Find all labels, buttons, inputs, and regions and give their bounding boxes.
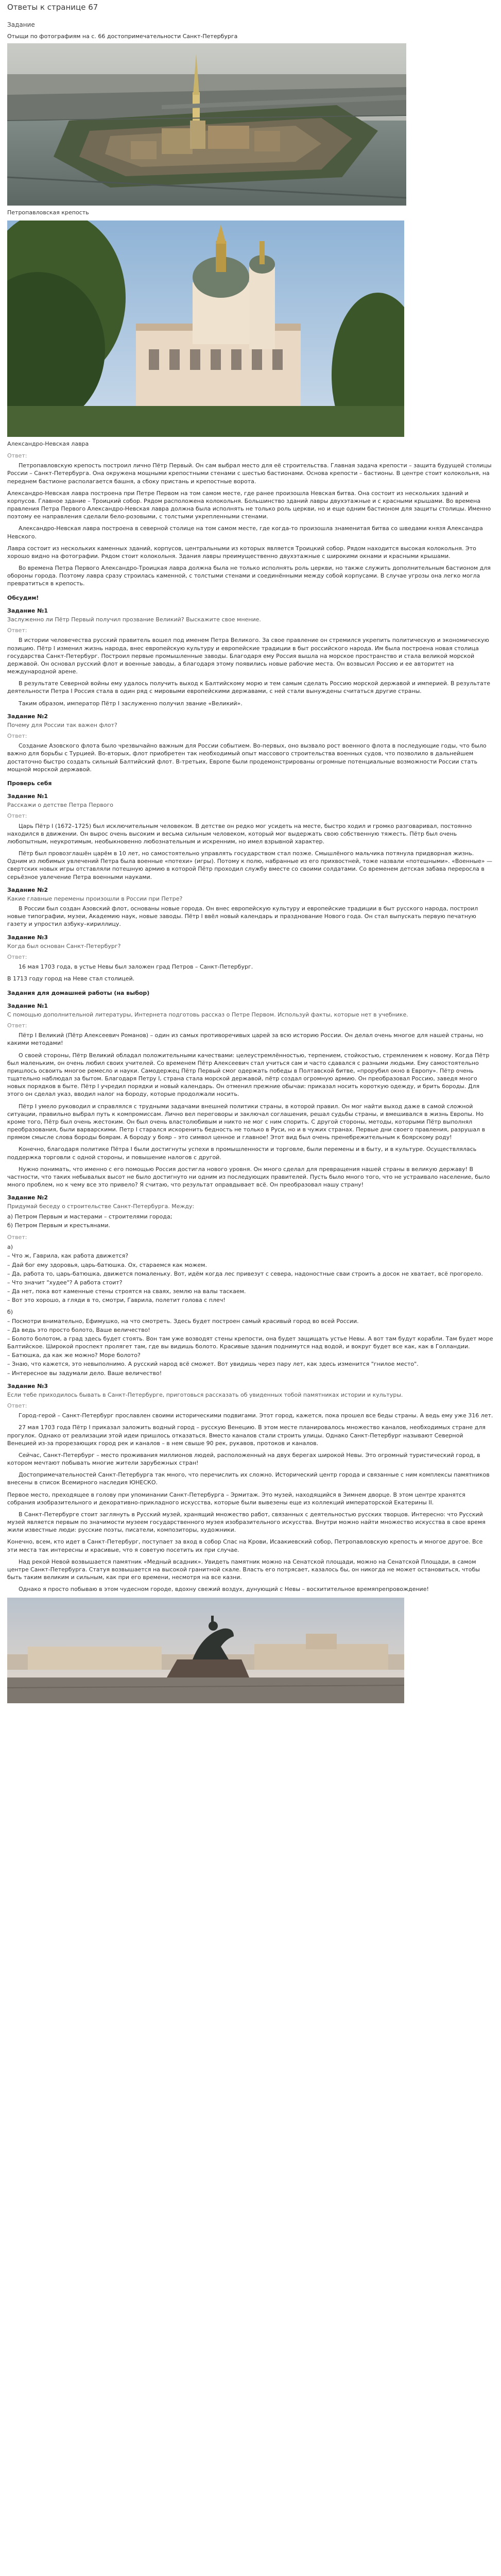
task-question: С помощью дополнительной литературы, Интернета подготовь рассказ о Петре Первом. Используй факты, которые нет в учебнике.: [7, 1011, 408, 1018]
bronze-horseman-photo: [7, 1598, 404, 1703]
task-label: Задание №2: [7, 886, 48, 893]
task-question: Расскажи о детстве Петра Первого: [7, 802, 114, 809]
task-question: Почему для России так важен флот?: [7, 721, 117, 728]
dialog-b: [7, 1308, 494, 1377]
answer-label: Ответ:: [7, 627, 27, 634]
homework-heading: Задания для домашней работы (на выбор): [7, 989, 150, 996]
answer-paragraph: Александро-Невская лавра построена при Петре Первом на том самом месте, где ранее произошла Невская битва. Она состоит из нескольких зданий и корпусов. Главное здание – Троицкий собор. Рядом расположена колокольня. Большинство зданий лавры двухэтажные и с красными крышами. Во времена правления Петра Первого Александро-Невская лавра должна была исполнять не только роль церкви, но и еще одним бастионом для защиты столицы. Именно поэтому ее направления сделали бело-розовыми, с толстыми укрепленными стенами.: [7, 489, 491, 520]
answer-paragraph: Александро-Невская лавра построена в северной столице на том самом месте, где когда-то произошла знаменитая битва со шведами князя Александра Невского.: [7, 525, 483, 540]
photo-caption-lavra: Александро-Невская лавра: [7, 440, 89, 447]
answer-paragraph: Над рекой Невой возвышается памятник «Медный всадник». Увидеть памятник можно на Сенатской площади, можно на Сенатской Площади, в самом центре Санкт-Петербурга. Статуя возвышается на высокой гранитной скале. Власть его потрясает, казалось бы, он никогда не может остановиться, чтобы быть таким великим и сильным, как при его времени, несмотря на все казни.: [7, 1558, 480, 1581]
dialog-line: – Да нет, пока вот каменные стены строятся на сваях, землю на валы таскаем.: [7, 1288, 246, 1295]
dialog-line: – Дай бог ему здоровья, царь-батюшка. Ох, стараемся как можем.: [7, 1261, 207, 1268]
task-question: Придумай беседу о строительстве Санкт-Петербурга. Между:: [7, 1203, 195, 1210]
answer-paragraph: Однако я просто побываю в этом чудесном городе, вдохну свежий воздух, дунующий с Невы – восхитительное времяпрепровождение!: [19, 1586, 429, 1593]
answer-paragraph: В результате Северной войны ему удалось получить выход к Балтийскому морю и тем самым сделать Россию морской державой и империей. В результате деятельности Петра I Россия стала в один ряд с мировыми европейскими державами, с ней стали вынуждены считаться другие страны.: [7, 680, 491, 695]
answer-label: Ответ:: [7, 1402, 27, 1410]
task-question: Если тебе приходилось бывать в Санкт-Петербурге, приготовься рассказать об увиденных тобой памятниках истории и культуры.: [7, 1391, 403, 1398]
list-item: б) Петром Первым и крестьянами.: [7, 1222, 110, 1229]
answer-paragraph: Сейчас, Санкт-Петербург – место проживания миллионов людей, расположенный на двух берегах широкой Невы. Это огромный туристический город, в котором мечтают побывать многие жители зарубежных стран!: [7, 1451, 480, 1467]
task-label: Задание №3: [7, 1382, 48, 1389]
dialog-line: – Батюшка, да как же можно? Море болото?: [7, 1352, 141, 1359]
answer-paragraph: В 1713 году город на Неве стал столицей.: [7, 975, 135, 982]
answer-paragraph: Петропавловскую крепость построил лично Пётр Первый. Он сам выбрал место для её строительства. Главная задача крепости – защита будущей столицы России – Санкт-Петербурга. Она окружена мощными крепостными стенами с шестью бастионами. Основа крепости – бастионы. В центре стоит колокольня, на переднем бастионе располагается башня, а сбоку пристань и крепостные ворота.: [7, 462, 492, 485]
dialog-line: – Посмотри внимательно, Ефимушко, на что смотреть. Здесь будет построен самый красивый город во всей России.: [7, 1317, 359, 1325]
answer-paragraph: Создание Азовского флота было чрезвычайно важным для России событием. Во-первых, оно вызвало рост военного флота в последующие годы, что было важно для борьбы с Турцией. Во-вторых, флот приобретен так необходимый опыт массового строительства военных судов, что позволило в дальнейшем достаточно быстро создать сильный Балтийский флот. В-третьих, Европе были продемонстрированы огромные потенциальные возможности России стать мощной морской державой.: [7, 742, 487, 773]
task-heading: Задание: [7, 21, 35, 28]
dialog-a: [7, 1243, 494, 1304]
dialog-line: – Что ж, Гаврила, как работа движется?: [7, 1252, 129, 1260]
task-label: Задание №3: [7, 934, 48, 941]
peter-paul-fortress-photo: [7, 43, 406, 206]
dialog-line: а): [7, 1244, 13, 1251]
answer-label: Ответ:: [7, 733, 27, 740]
task-question: Отыщи по фотографиям на с. 66 достопримечательности Санкт-Петербурга: [7, 32, 238, 40]
answer-label: Ответ:: [7, 452, 27, 460]
task-label: Задание №1: [7, 793, 48, 800]
answer-label: Ответ:: [7, 1233, 27, 1241]
dialog-line: – Что значит "худее"? А работа стоит?: [7, 1279, 123, 1286]
answer-paragraph: В России был создан Азовский флот, основаны новые города. Он внес европейскую культуру и европейские традиции в быт русского народа, построил новые типографии, музеи, Академию наук, новые заводы. Пётр I ввёл новый календарь и празднование Нового года. Он стал выпускать первую печатную газету и упростил азбуку–кириллицу.: [7, 905, 478, 928]
task-label: Задание №2: [7, 1194, 48, 1201]
task-question: Какие главные перемены произошли в России при Петре?: [7, 895, 183, 902]
list-item: а) Петром Первым и мастерами – строителями города;: [7, 1213, 172, 1220]
answer-label: Ответ:: [7, 954, 27, 960]
answer-paragraph: Во времена Петра Первого Александро-Троицкая лавра должна была не только исполнять роль церкви, но также служить дополнительным бастионом для обороны города. Поэтому лавра сразу строилась каменной, с толстыми стенами и соединёнными между собой корпусами. В случае угрозы она легко могла превратиться в крепость.: [7, 565, 491, 587]
task-question: Когда был основан Санкт-Петербург?: [7, 942, 121, 950]
answer-paragraph: В Санкт-Петербурге стоит заглянуть в Русский музей, хранящий множество работ, связанных с деятельностью русских творцов. Интересно: что Русский музей является первым по значимости музеем государственного музея изобразительного искусства. Внутри можно найти множество искусства в свое время жили известные люди: русские поэты, писатели, композиторы, художники.: [7, 1511, 486, 1534]
task-question: Заслуженно ли Пётр Первый получил прозвание Великий? Выскажите свое мнение.: [7, 616, 261, 623]
answer-paragraph: Первое место, преходящее в голову при упоминании Санкт-Петербурга – Эрмитаж. Это музей, находящийся в Зимнем дворце. В этом центре хранятся собрания изобразительного и декоративно-прикладного искусства, которые были вывезены еще из коллекций императорской Екатерины II.: [7, 1491, 465, 1506]
answer-paragraph: Царь Пётр I (1672–1725) был исключительным человеком. В детстве он редко мог усидеть на месте, быстро ходил и громко разговаривал, постоянно находился в движении. Он вырос очень высоким и весьма сильным человеком, который мог выдержать свою собственную тяжесть. Пётр был очень любопытным, неукротимым, необыкновенно любознательным и искренним, но имел взрывной характер.: [7, 822, 472, 845]
task-options-list: [7, 1213, 494, 1229]
answer-paragraph: Пётр I Великий (Пётр Алексеевич Романов) – один из самых противоречивых царей за всю историю России. Он делал очень многое для нашей страны, но какими методами!: [7, 1032, 483, 1047]
answer-paragraph: Таким образом, император Пётр I заслуженно получил звание «Великий».: [19, 700, 243, 707]
task-label: Задание №1: [7, 1002, 48, 1009]
answer-paragraph: Достопримечательностей Санкт-Петербурга так много, что перечислить их сложно. Исторический центр города и связанные с ним комплексы памятников внесены в список Всемирного наследия ЮНЕСКО.: [7, 1471, 490, 1486]
answer-paragraph: Конечно, всем, кто идет в Санкт-Петербург, поступает за вход в собор Спас на Крови, Исаакиевский собор, Петропавловскую крепость и многое другое. Все эти места так интересны и красивые, что я советую посетить их при случае.: [7, 1538, 483, 1553]
answer-label: Ответ:: [7, 1022, 27, 1029]
dialog-line: – Болото болотом, а град здесь будет стоять. Вон там уже возводят стены крепости, она будет защищать устье Невы. А вот там будут корабли. Там будет море Балтийское. Широкой проспект пролягет там, где вы видишь болото. Красивые здания поднимутся над водой, и вокруг будет все как, как в Голландии.: [7, 1335, 493, 1350]
answer-paragraph: Лавра состоит из нескольких каменных зданий, корпусов, центральными из которых является Троицкий собор. Рядом находится высокая колокольня. Это хорошо видно на фотографии. Рядом стоит колокольня. Здания лавры преимущественно двухэтажные с широкими окнами и красными крышами.: [7, 545, 476, 560]
answer-paragraph: В истории человечества русский правитель вошел под именем Петра Великого. За свое правление он стремился укрепить политическую и экономическую позицию. Пётр I изменил жизнь народа, внес европейскую культуру и европейские традиции в быт российского народа. Им была построена новая столица государства Санкт-Петербург. Построил первые промышленные заводы. Благодаря ему Россия вышла на морское пространство и стала великой морской державой. Он основал русский флот и военные заводы, а благодаря этому появились новые рабочие места. Он возвысил Россию и ее авторитет на международной арене.: [7, 637, 489, 675]
dialog-line: – Да, работа то, царь-батюшка, движется помаленьку. Вот, идём когда лес привезут с севера, надоностные сваи строить а досок не хватает, всё прогорело.: [7, 1270, 483, 1277]
answer-paragraph: 16 мая 1703 года, в устье Невы был заложен град Петров – Санкт-Петербург.: [19, 963, 253, 971]
task-label: Задание №2: [7, 713, 48, 720]
dialog-line: – Вот это хорошо, а гляди в то, смотри, Гаврила, полетит голова с плеч!: [7, 1297, 226, 1304]
answer-paragraph: Пётр I умело руководил и справлялся с трудными задачами внешней политики страны, в которой правил. Он мог найти выход даже в самой сложной ситуации, правильно выбрал путь к компромиссам. Лично вел переговоры и заключал соглашения, решал судьбы страны, и вмешивался в жизнь Европы. Но кроме того, Пётр был очень жестоким. Он был очень властолюбивым и никто не мог с ним спорить. С другой стороны, методы, которыми Пётр выполнял преобразования, были варварскими. Петр I старался искоренить бедность не только в Руси, но и в чужих странах. Первые дни своего правления, разрушал в прямом смысле слова бороды боярам. А бороду у бояр – это символ ценное и главное! Этот вид был очень пренебрежительным к боярскому роду!: [7, 1103, 486, 1141]
answer-paragraph: 27 мая 1703 года Пётр I приказал заложить водный город – русскую Венецию. В этом месте планировалось множество каналов, необходимых стране для прогулок. Однако от реализации этой идеи пришлось отказаться. Вместо каналов стали строить улицы. Однако Санкт-Петербург называют Северной Венецией из-за прорезающих город рек и каналов – в нем свыше 90 рек, рукавов, протоков и каналов.: [7, 1424, 486, 1447]
dialog-line: – Интересное вы задумали дело. Ваше величество!: [7, 1369, 162, 1377]
page-title: Ответы к странице 67: [7, 3, 98, 12]
dialog-line: – Знаю, что кажется, это невыполнимо. А русский народ всё сможет. Вот увидишь через пару лет, как здесь изменится "гнилое место".: [7, 1361, 419, 1368]
answer-paragraph: Город-герой – Санкт-Петербург прославлен своими историческими подвигами. Этот город, кажется, пока прошел все беды страны. А ведь ему уже 316 лет.: [19, 1412, 493, 1419]
discuss-heading: Обсудим!: [7, 594, 39, 601]
alexander-nevsky-lavra-photo: [7, 221, 404, 437]
answer-paragraph: Нужно понимать, что именно с его помощью Россия достигла нового уровня. Он много сделал для превращения нашей страны в великую державу! В частности, что таких небывалых высот не было достигнуто ни одним из последующих правителей. Пусть было много того, что не устраивало население, было много проблем, но к чему все это привело? Я считаю, что результат оправдывает всё. Он преобразовал нашу страну!: [7, 1165, 490, 1189]
check-heading: Проверь себя: [7, 779, 52, 787]
photo-caption-fortress: Петропавловская крепость: [7, 209, 89, 216]
answer-paragraph: Конечно, благодаря политике Пётра I были достигнуты успехи в промышленности и торговле, были перемены и в быту, и в культуре. Осуществлялась поддержка торговли с одной стороны, и повышение налогов с другой.: [7, 1146, 477, 1161]
answer-label: Ответ:: [7, 812, 27, 820]
answer-paragraph: Пётр был провозглашён царём в 10 лет, но самостоятельно управлять государством стал позже. Смышлёного мальчика потянула придворная жизнь. Одним из любимых увлечений Петра была военные «потехи» (игры). Потому к полю, набранные из его прихвостней, тоже назвали «потешными». «Военные» — свертских новых игры отставляли потешную армию в которой Пётр проходил службу вместе со своими солдатами. Со временем детская забава переросла в серьёзное увлечение Петра военными науками.: [7, 850, 492, 880]
dialog-line: б): [7, 1309, 13, 1316]
answer-paragraph: О своей стороны, Пётр Великий обладал положительными качествами: целеустремлённостью, терпением, стойкостью, стремлением к новому. Когда Пётр был маленьким, он очень любил своих учителей. Со временем Пётр Алексеевич стал учиться сам и часто сдавался с разными людьми. Ему самостоятельно пришлось освоить многое ремесло и науки. Самодержец Пётр Первый смог одержать победы в Полтавской битве, «прорубил окно в Европу». Пётр очень тщательно наблюдал за бытом. Благодаря Петру I, страна стала морской державой, пётр создал огромную армию. Он преобразовал Россию, заведя много новых порядков в быте. Пётр I учредил порядки и новый календарь. Он отменил прежние обычаи: приказал носить короткую одежду, и брить бороды. Для этого он сделал указ, вводил налог на бороду, которые продолжали носить.: [7, 1052, 490, 1098]
task-label: Задание №1: [7, 607, 48, 614]
dialog-line: – Да ведь это просто болото, Ваше величество!: [7, 1326, 150, 1333]
